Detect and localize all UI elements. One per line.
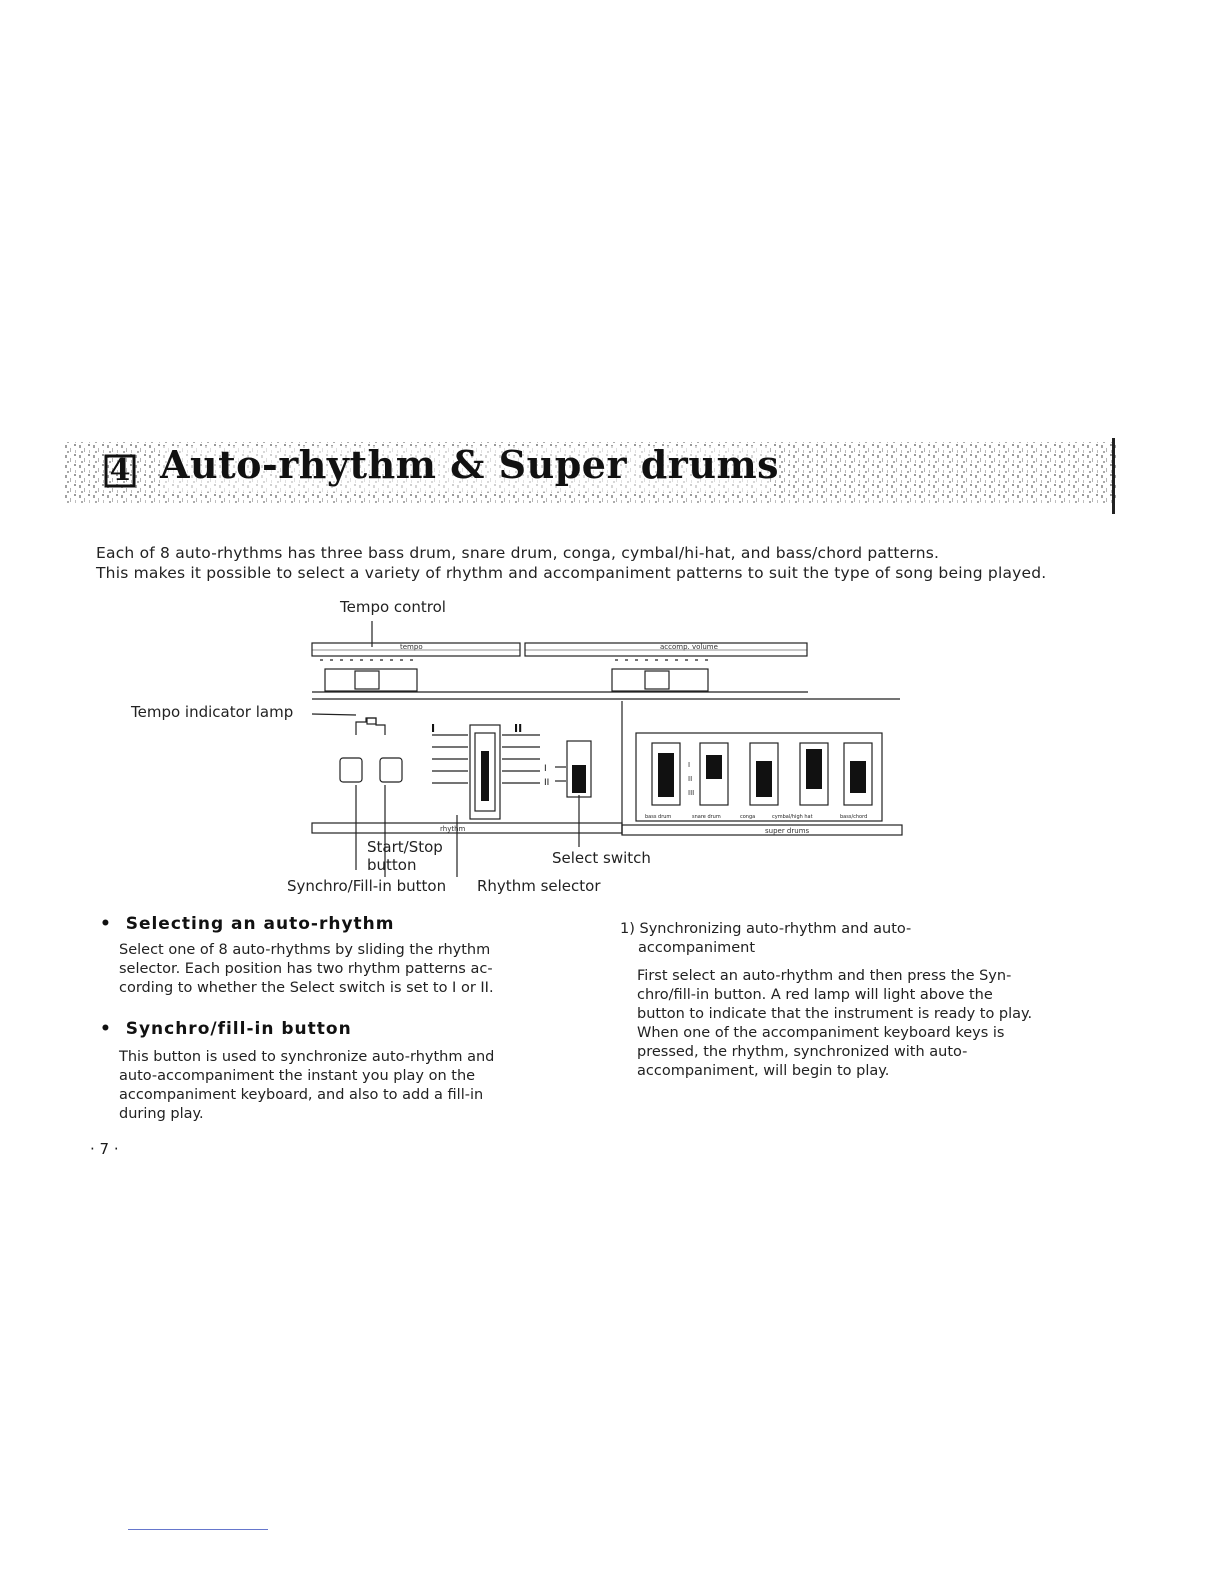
- drum-label-cymbal: cymbal/high hat: [772, 814, 813, 820]
- drum-label-snare: snare drum: [692, 814, 721, 820]
- drum-pos-i: I: [688, 761, 691, 769]
- selector-label-i: I: [431, 722, 436, 735]
- panel-label-accomp-volume: accomp. volume: [660, 643, 718, 651]
- footer-rule: [128, 1529, 268, 1530]
- callout-start-stop-button: button: [367, 856, 417, 874]
- synchro-body: This button is used to synchronize auto-rhythm and auto-accompaniment the instant you play on the accompaniment keyboard, and also to add a fill-in during play.: [119, 1049, 495, 1122]
- selector-label-ii: II: [514, 722, 523, 735]
- page-number: · 7 ·: [90, 1140, 119, 1158]
- heading-selecting-auto-rhythm: • Selecting an auto-rhythm: [100, 914, 395, 934]
- switch-pos-ii: II: [544, 778, 550, 788]
- drum-label-conga: conga: [740, 814, 756, 820]
- callout-tempo-control: Tempo control: [340, 598, 446, 616]
- intro-line-1: Each of 8 auto-rhythms has three bass drum, snare drum, conga, cymbal/hi-hat, and bass/chord patterns.: [96, 544, 940, 562]
- section-number: 4: [109, 453, 131, 488]
- drum-label-bass-chord: bass/chord: [840, 814, 868, 820]
- selecting-body: Select one of 8 auto-rhythms by sliding the rhythm selector. Each position has two rhythm patterns ac- cording to whether the Select switch is set to I or II.: [119, 942, 494, 996]
- panel-label-rhythm: rhythm: [440, 825, 466, 833]
- panel-label-super-drums: super drums: [765, 827, 810, 835]
- callout-synchro-fill-in: Synchro/Fill-in button: [287, 877, 447, 895]
- switch-pos-i: I: [544, 764, 547, 774]
- control-panel-diagram: [300, 615, 910, 880]
- callout-tempo-indicator-lamp: Tempo indicator lamp: [131, 703, 294, 721]
- callout-select-switch: Select switch: [552, 849, 651, 867]
- intro-line-2: This makes it possible to select a variety of rhythm and accompaniment patterns to suit the type of song being played.: [96, 564, 1047, 582]
- drum-pos-ii: II: [688, 775, 693, 783]
- panel-label-tempo: tempo: [400, 643, 423, 651]
- heading-synchro-fill-in: • Synchro/fill-in button: [100, 1019, 352, 1039]
- drum-pos-iii: III: [688, 789, 695, 797]
- callout-rhythm-selector: Rhythm selector: [477, 877, 601, 895]
- drum-label-bass: bass drum: [645, 814, 672, 820]
- page-title: Auto-rhythm & Super drums: [160, 442, 780, 487]
- sync-item-title: 1) Synchronizing auto-rhythm and auto- accompaniment: [620, 921, 912, 956]
- sync-item-body: First select an auto-rhythm and then press the Syn- chro/fill-in button. A red lamp will light above the button to indicate that the instrument is ready to play. When one of the accompaniment keyboard keys is pressed, the rhythm, synchronized with auto- accompaniment, will begin to play.: [637, 968, 1033, 1079]
- section-number-badge: [100, 442, 140, 490]
- callout-start-stop: Start/Stop: [367, 838, 443, 856]
